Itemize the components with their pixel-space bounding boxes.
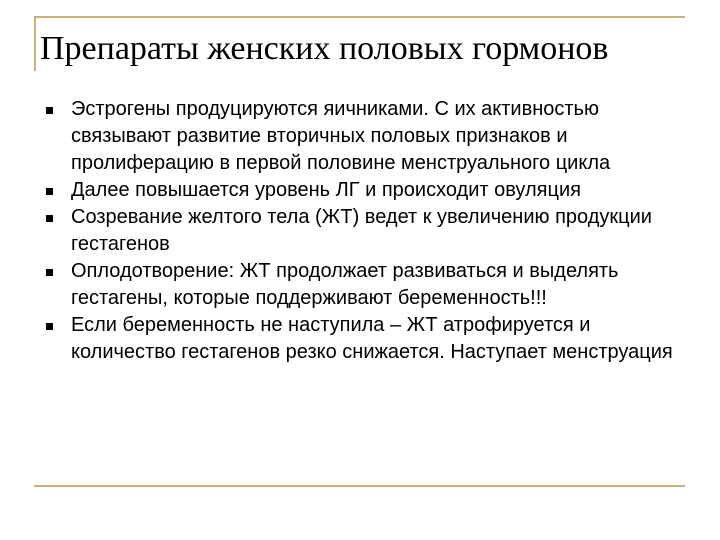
bottom-accent-line: [34, 485, 685, 487]
bullet-text: Далее повышается уровень ЛГ и происходит овуляция: [71, 179, 581, 201]
bullet-item: [38, 258, 678, 312]
bullet-text: Оплодотворение: ЖТ продолжает развиваться и выделять гестагены, которые поддерживают беременность!!!: [71, 260, 619, 309]
square-bullet-icon: [46, 188, 53, 195]
square-bullet-icon: [46, 107, 53, 114]
slide-title: Препараты женских половых гормонов: [40, 30, 609, 67]
bullet-item: [38, 312, 678, 366]
top-accent-line: [34, 16, 685, 18]
bullet-text: Созревание желтого тела (ЖТ) ведет к увеличению продукции гестагенов: [71, 206, 652, 255]
bullet-text: Если беременность не наступила – ЖТ атрофируется и количество гестагенов резко снижается. Наступает менструация: [71, 314, 673, 363]
square-bullet-icon: [46, 323, 53, 330]
bullet-text: Эстрогены продуцируются яичниками. С их активностью связывают развитие вторичных половых признаков и пролиферацию в первой половине менструального цикла: [71, 98, 611, 174]
square-bullet-icon: [46, 215, 53, 222]
bullet-item: [38, 177, 678, 204]
bullet-list: [38, 96, 678, 366]
title-left-accent-line: [34, 16, 36, 71]
bullet-item: [38, 204, 678, 258]
bullet-item: [38, 96, 678, 177]
square-bullet-icon: [46, 269, 53, 276]
